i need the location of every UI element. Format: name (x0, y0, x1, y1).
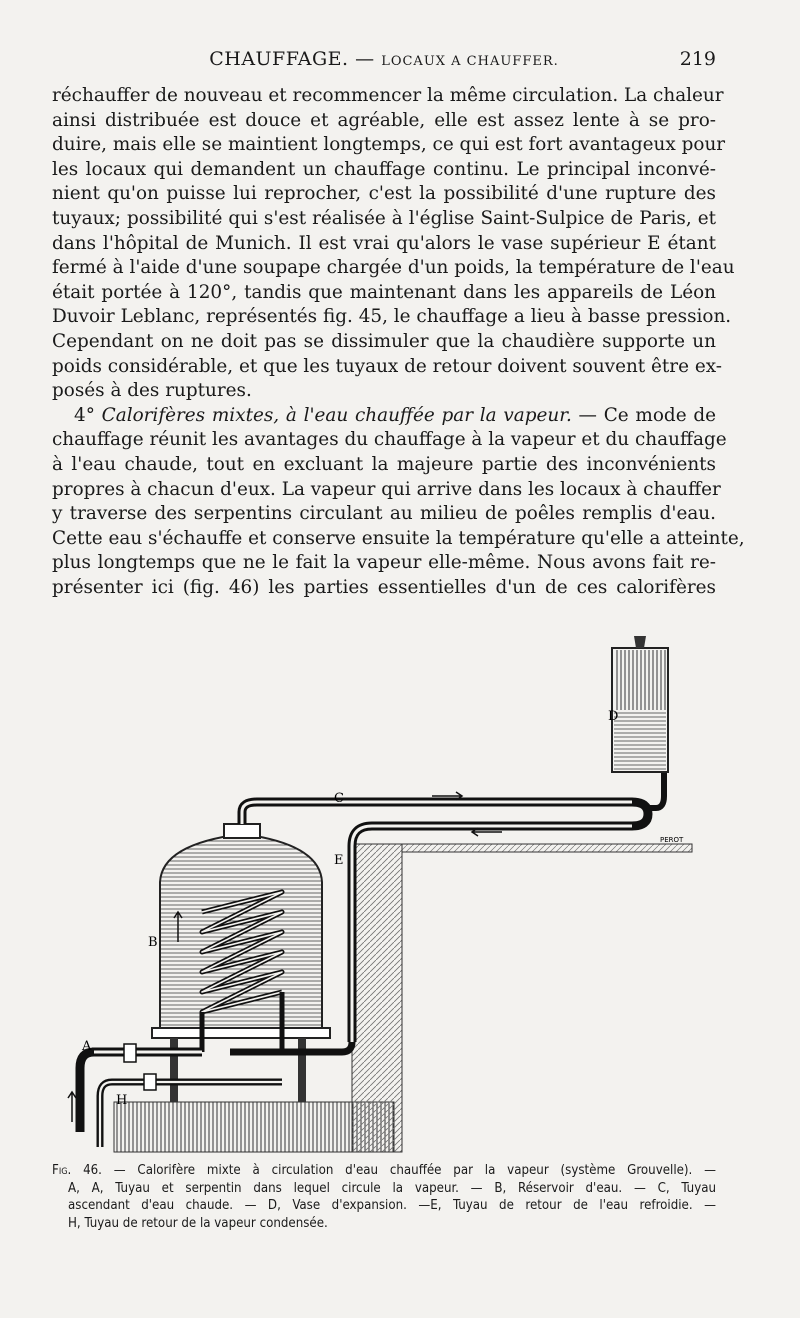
label-d: D (608, 709, 619, 724)
text-line: fermé à l'aide d'une soupape chargée d'un poids, la température de l'eau (52, 257, 735, 279)
paragraph-1 (52, 84, 735, 404)
engraver-signature: PEROT (660, 836, 684, 844)
text-fragment: — Ce mode de (571, 404, 716, 426)
running-head-sub: LOCAUX A CHAUFFER. (381, 54, 559, 69)
heater-engraving (52, 612, 712, 1162)
figure-caption (52, 1162, 716, 1232)
valve-h (144, 1074, 156, 1090)
text-line: poids considérable, et que les tuyaux de retour doivent souvent être ex- (52, 355, 722, 377)
vent-funnel-icon (634, 636, 646, 648)
label-b: B (148, 935, 158, 950)
figure-label: Fig. 46. (52, 1163, 102, 1178)
text-line: Duvoir Leblanc, représentés fig. 45, le chauffage a lieu à basse pression. (52, 306, 732, 328)
lower-connection (230, 1042, 352, 1052)
expansion-water (614, 650, 666, 710)
caption-line: H, Tuyau de retour de la vapeur condensée. (68, 1215, 328, 1231)
text-line: tuyaux; possibilité qui s'est réalisée à l'église Saint-Sulpice de Paris, et (52, 207, 716, 229)
text-line: chauffage réunit les avantages du chauffage à la vapeur et du chauffage (52, 429, 727, 451)
text-line: y traverse des serpentins circulant au milieu de poêles remplis d'eau. (52, 503, 716, 525)
text-line: était portée à 120°, tandis que maintenant dans les appareils de Léon (52, 281, 716, 303)
steam-supply-riser (80, 1052, 94, 1132)
reservoir-base-flange (152, 1028, 330, 1038)
paragraph-2-first-line (52, 404, 716, 429)
text-line: les locaux qui demandent un chauffage continu. Le principal inconvé- (52, 158, 716, 180)
label-e: E (334, 853, 344, 868)
text-line: Cependant on ne doit pas se dissimuler que la chaudière supporte un (52, 330, 716, 352)
caption-line: ascendant d'eau chaude. — D, Vase d'expansion. —E, Tuyau de retour de l'eau refroidie. — (68, 1198, 716, 1214)
text-line: plus longtemps que ne le fait la vapeur elle-même. Nous avons fait re- (52, 552, 716, 574)
page-number: 219 (679, 48, 716, 70)
text-line: propres à chacun d'eux. La vapeur qui arrive dans les locaux à chauffer (52, 478, 721, 500)
leg-right (298, 1038, 306, 1102)
expansion-connection (648, 772, 664, 808)
text-line: nient qu'on puisse lui reprocher, c'est la possibilité d'une rupture des (52, 183, 716, 205)
running-head-dash: — (348, 48, 382, 70)
figure-46 (52, 612, 712, 1162)
body-text (52, 84, 745, 600)
section-number: 4° (74, 404, 95, 426)
text-line: présenter ici (fig. 46) les parties essentielles d'un de ces calorifères (52, 576, 716, 598)
text-line: Cette eau s'échauffe et conserve ensuite la température qu'elle a atteinte, (52, 527, 745, 549)
paragraph-2 (52, 404, 745, 601)
label-a: A (82, 1039, 92, 1054)
running-head-title (52, 48, 716, 70)
running-head-main: CHAUFFAGE. (209, 48, 349, 70)
valve-a (124, 1044, 136, 1062)
caption-text: — Calorifère mixte à circulation d'eau chauffée par la vapeur (système Grouvelle). — (101, 1163, 716, 1178)
u-bend (632, 802, 648, 826)
reservoir-neck (224, 824, 260, 838)
text-line: à l'eau chaude, tout en excluant la majeure partie des inconvénients (52, 453, 716, 475)
text-line: posés à des ruptures. (52, 380, 252, 402)
wall-hatching (352, 844, 692, 1152)
hot-water-riser (242, 802, 632, 824)
text-line: dans l'hôpital de Munich. Il est vrai qu'alors le vase supérieur E étant (52, 232, 716, 254)
label-c: C (334, 791, 344, 806)
wall-column (352, 844, 402, 1152)
caption-line (52, 1162, 716, 1180)
text-line: duire, mais elle se maintient longtemps, ce qui est fort avantageux pour (52, 134, 726, 156)
caption-line: A, A, Tuyau et serpentin dans lequel circule la vapeur. — B, Réservoir d'eau. — C, Tuyau (68, 1180, 716, 1196)
running-head (52, 48, 716, 76)
text-line: ainsi distribuée est douce et agréable, elle est assez lente à se pro- (52, 109, 716, 131)
label-h: H (116, 1093, 128, 1108)
section-title: Calorifères mixtes, à l'eau chauffée par la vapeur. (101, 404, 572, 426)
text-line: réchauffer de nouveau et recommencer la même circulation. La chaleur (52, 85, 724, 106)
flow-arrow-steam-up (68, 1092, 76, 1122)
